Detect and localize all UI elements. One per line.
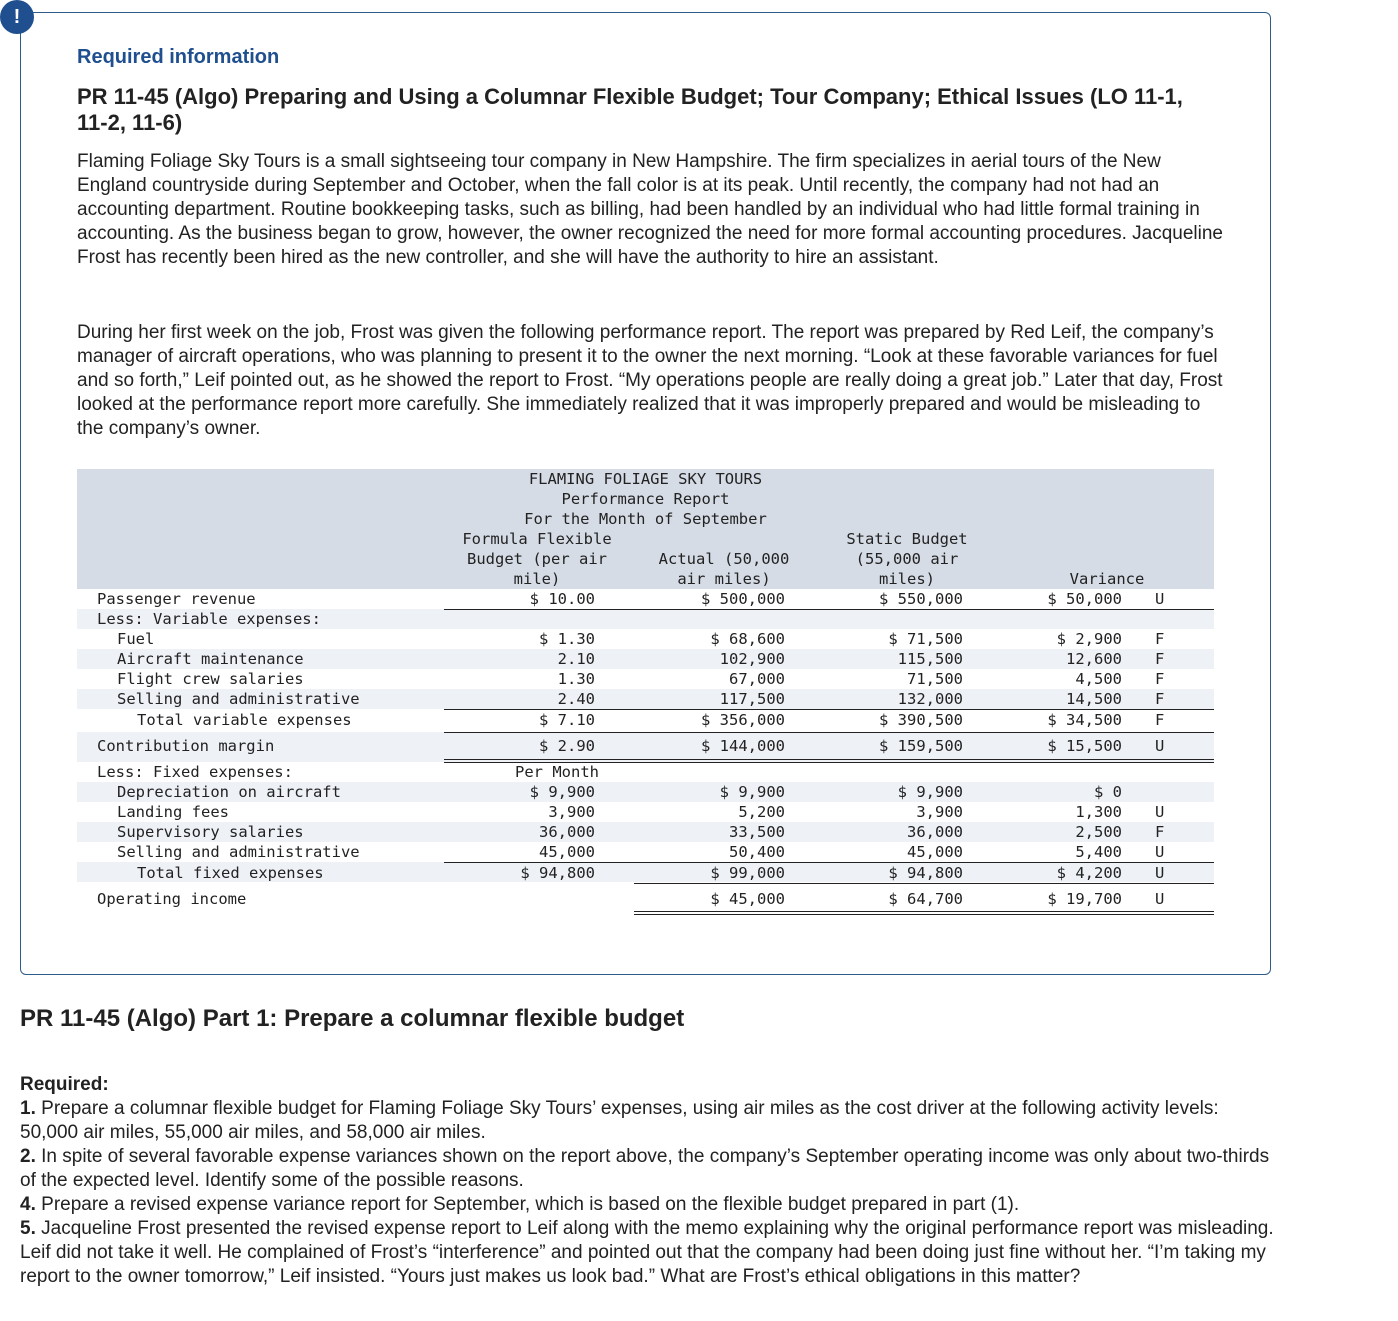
requirement-number: 5. — [20, 1218, 36, 1239]
static-value: 115,500 — [897, 650, 963, 668]
actual-value: $ 99,000 — [710, 864, 785, 882]
variance-indicator: U — [1155, 890, 1165, 908]
double-rule-line — [634, 911, 1214, 915]
static-value: 36,000 — [907, 823, 963, 841]
row-label: Selling and administrative — [117, 843, 360, 861]
requirement-text: In spite of several favorable expense variances shown on the report above, the company’s September operating income was only about two-thirds of the expected level. Identify some of the possible reasons. — [20, 1146, 1270, 1191]
formula-value: $ 1.30 — [539, 630, 595, 648]
actual-value: 5,200 — [738, 803, 785, 821]
col-actual-header: Actual (50,000 — [658, 550, 790, 568]
rule-line — [444, 862, 1214, 863]
row-label: Landing fees — [117, 803, 229, 821]
static-value: $ 64,700 — [888, 890, 963, 908]
requirement-item — [20, 1145, 1280, 1193]
requirements-section — [20, 1073, 1280, 1289]
row-label: Depreciation on aircraft — [117, 783, 341, 801]
variance-value: $ 19,700 — [1047, 890, 1122, 908]
static-value: $ 9,900 — [897, 783, 963, 801]
static-value: 45,000 — [907, 843, 963, 861]
static-value: 132,000 — [897, 690, 963, 708]
variance-value: $ 15,500 — [1047, 737, 1122, 755]
formula-value: 36,000 — [539, 823, 595, 841]
row-label: Selling and administrative — [117, 690, 360, 708]
row-label: Aircraft maintenance — [117, 650, 304, 668]
problem-title: PR 11-45 (Algo) Preparing and Using a Columnar Flexible Budget; Tour Company; Ethical Issues (LO 11-1, 11-2, 11-6) — [77, 84, 1183, 135]
actual-value: $ 45,000 — [710, 890, 785, 908]
variance-value: 5,400 — [1075, 843, 1122, 861]
requirement-item — [20, 1097, 1280, 1145]
formula-value: $ 7.10 — [539, 711, 595, 729]
row-label: Total variable expenses — [137, 711, 352, 729]
formula-value: $ 94,800 — [520, 864, 595, 882]
variance-indicator: F — [1155, 711, 1165, 729]
variance-indicator: F — [1155, 630, 1165, 648]
actual-value: $ 68,600 — [710, 630, 785, 648]
rule-line — [444, 732, 1214, 733]
variance-value: $ 0 — [1094, 783, 1122, 801]
rule-line — [634, 883, 1214, 884]
requirement-text: Prepare a columnar flexible budget for Flaming Foliage Sky Tours’ expenses, using air miles as the cost driver at the following activity levels: 50,000 air miles, 55,000 air miles, and 58,000 air miles. — [20, 1098, 1219, 1143]
part-title: PR 11-45 (Algo) Part 1: Prepare a columnar flexible budget — [20, 1005, 685, 1032]
actual-value: $ 9,900 — [719, 783, 785, 801]
actual-value: 117,500 — [719, 690, 785, 708]
requirement-text: Jacqueline Frost presented the revised expense report to Leif along with the memo explaining why the original performance report was misleading. Leif did not take it well. He complained of Frost’s “interference” and pointed out that the company had been doing just fine without her. “I’m taking my report to the owner tomorrow,” Leif insisted. “Yours just makes us look bad.” What are Frost’s ethical obligations in this matter? — [20, 1218, 1274, 1287]
variance-value: 2,500 — [1075, 823, 1122, 841]
variance-indicator: U — [1155, 843, 1165, 861]
required-label: Required: — [20, 1074, 109, 1095]
requirement-item — [20, 1217, 1280, 1289]
actual-value: 50,400 — [729, 843, 785, 861]
row-label: Passenger revenue — [97, 590, 256, 608]
report-name: Performance Report — [561, 490, 730, 508]
actual-value: 67,000 — [729, 670, 785, 688]
col-variance-header: Variance — [1069, 570, 1145, 588]
col-static-header: miles) — [879, 570, 935, 588]
variance-value: $ 2,900 — [1056, 630, 1122, 648]
actual-value: 33,500 — [729, 823, 785, 841]
row-label: Total fixed expenses — [137, 864, 324, 882]
variance-value: 4,500 — [1075, 670, 1122, 688]
row-label: Contribution margin — [97, 737, 275, 755]
per-month-label: Per Month — [515, 763, 599, 781]
static-value: $ 390,500 — [879, 711, 963, 729]
variance-indicator: U — [1155, 803, 1165, 821]
formula-value: 2.40 — [557, 690, 595, 708]
variance-indicator: F — [1155, 690, 1165, 708]
variance-value: $ 50,000 — [1047, 590, 1122, 608]
actual-value: 102,900 — [719, 650, 785, 668]
row-label: Less: Fixed expenses: — [97, 763, 293, 781]
report-period: For the Month of September — [524, 510, 767, 528]
variance-indicator: F — [1155, 650, 1165, 668]
report-company-name: FLAMING FOLIAGE SKY TOURS — [528, 470, 763, 488]
variance-indicator: U — [1155, 864, 1165, 882]
formula-value: $ 9,900 — [529, 783, 595, 801]
actual-value: $ 356,000 — [701, 711, 785, 729]
variance-value: 1,300 — [1075, 803, 1122, 821]
row-label: Fuel — [117, 630, 155, 648]
alert-icon: ! — [0, 0, 34, 34]
formula-value: 45,000 — [539, 843, 595, 861]
row-label: Flight crew salaries — [117, 670, 304, 688]
static-value: $ 71,500 — [888, 630, 963, 648]
actual-value: $ 144,000 — [701, 737, 785, 755]
formula-value: 1.30 — [557, 670, 595, 688]
requirement-text: Prepare a revised expense variance report for September, which is based on the flexible budget prepared in part (1). — [41, 1194, 1020, 1215]
col-formula-header: mile) — [513, 570, 561, 588]
row-label: Supervisory salaries — [117, 823, 304, 841]
rule-line — [444, 709, 1214, 710]
formula-value: 2.10 — [557, 650, 595, 668]
row-label: Operating income — [97, 890, 247, 908]
variance-value: $ 34,500 — [1047, 711, 1122, 729]
static-value: $ 159,500 — [879, 737, 963, 755]
requirement-item — [20, 1193, 1280, 1217]
row-label: Less: Variable expenses: — [97, 610, 321, 628]
formula-value: 3,900 — [548, 803, 595, 821]
requirement-number: 2. — [20, 1146, 36, 1167]
intro-paragraph: Flaming Foliage Sky Tours is a small sightseeing tour company in New Hampshire. The firm specializes in aerial tours of the New England countryside during September and October, when the fall color is at its peak. Until recently, the company had not had an accounting department. Routine bookkeeping tasks, such as billing, had been handled by an individual who had little formal training in accounting. As the business began to grow, however, the owner recognized the need for more formal accounting procedures. Jacqueline Frost has recently been hired as the new controller, and she will have the authority to hire an assistant. — [77, 151, 1223, 268]
static-value: $ 550,000 — [879, 590, 963, 608]
variance-indicator: F — [1155, 823, 1165, 841]
static-value: $ 94,800 — [888, 864, 963, 882]
col-formula-header: Budget (per air — [467, 550, 607, 568]
col-actual-header: air miles) — [677, 570, 771, 588]
variance-indicator: U — [1155, 737, 1165, 755]
context-paragraph: During her first week on the job, Frost was given the following performance report. The report was prepared by Red Leif, the company’s manager of aircraft operations, who was planning to present it to the owner the next morning. “Look at these favorable variances for fuel and so forth,” Leif pointed out, as he showed the report to Frost. “My operations people are really doing a great job.” Later that day, Frost looked at the performance report more carefully. She immediately realized that it was improperly prepared and would be misleading to the company’s owner. — [77, 322, 1223, 439]
static-value: 3,900 — [916, 803, 963, 821]
required-information-heading: Required information — [77, 46, 280, 68]
variance-value: $ 4,200 — [1056, 864, 1122, 882]
static-value: 71,500 — [907, 670, 963, 688]
col-static-header: Static Budget — [846, 530, 968, 548]
rule-line — [444, 609, 1214, 610]
actual-value: $ 500,000 — [701, 590, 785, 608]
formula-value: $ 10.00 — [529, 590, 595, 608]
variance-value: 14,500 — [1066, 690, 1122, 708]
variance-value: 12,600 — [1066, 650, 1122, 668]
col-static-header: (55,000 air — [855, 550, 959, 568]
double-rule-line — [444, 759, 1214, 763]
formula-value: $ 2.90 — [539, 737, 595, 755]
requirement-number: 1. — [20, 1098, 36, 1119]
requirement-number: 4. — [20, 1194, 36, 1215]
col-formula-header: Formula Flexible — [462, 530, 612, 548]
variance-indicator: U — [1155, 590, 1165, 608]
variance-indicator: F — [1155, 670, 1165, 688]
